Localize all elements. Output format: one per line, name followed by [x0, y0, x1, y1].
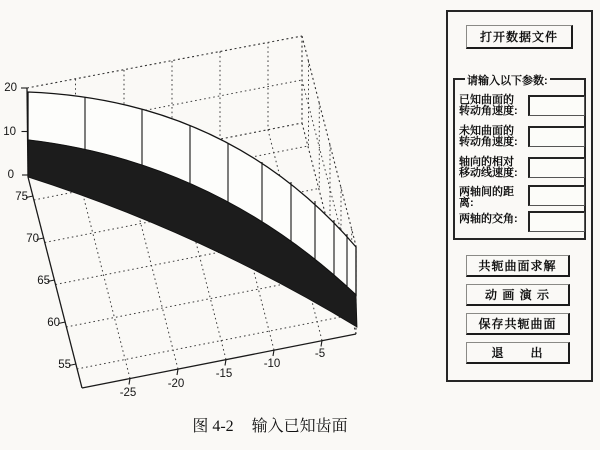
- field-label-unknown-surface-angular-velocity: [459, 126, 527, 147]
- input-known-surface-angular-velocity[interactable]: [528, 95, 585, 116]
- parameter-group: [453, 75, 586, 240]
- x-tick-label: -5: [314, 348, 326, 360]
- parameter-group-title: 请输入以下参数:: [465, 72, 550, 88]
- field-label-axes-distance: [459, 187, 527, 208]
- animation-demo-button[interactable]: 动 画 演 示: [466, 284, 570, 306]
- z-tick-label: 20: [4, 82, 17, 94]
- x-tick-label: -25: [119, 387, 137, 399]
- y-tick-label: 55: [58, 359, 71, 371]
- label-line: 转动角速度:: [459, 135, 518, 148]
- label-line: 离:: [459, 196, 474, 209]
- z-tick-label: 0: [7, 169, 14, 181]
- y-tick-label: 75: [15, 191, 28, 203]
- label-line: 未知曲面的: [459, 125, 514, 137]
- solve-conjugate-surface-button[interactable]: 共轭曲面求解: [466, 255, 570, 277]
- x-tick-label: -15: [215, 368, 233, 380]
- field-label-axes-crossing-angle: [459, 214, 527, 225]
- y-tick-label: 70: [26, 233, 39, 245]
- input-axes-crossing-angle[interactable]: [528, 211, 585, 232]
- y-axis: [28, 177, 82, 388]
- figure-number: 图 4-2: [192, 418, 234, 435]
- label-line: 轴向的相对: [459, 156, 514, 168]
- y-tick-label: 60: [47, 317, 60, 329]
- figure-title: 输入已知齿面: [251, 418, 348, 435]
- input-unknown-surface-angular-velocity[interactable]: [528, 126, 585, 147]
- z-tick-label: 10: [3, 126, 16, 138]
- label-line: 转动角速度:: [459, 104, 518, 117]
- open-data-file-button[interactable]: 打开数据文件: [466, 25, 573, 49]
- field-label-known-surface-angular-velocity: [459, 95, 527, 116]
- label-line: 两轴间的距: [459, 186, 514, 198]
- x-tick-label: -10: [263, 358, 281, 370]
- figure-caption: [0, 413, 540, 436]
- x-tick-label: -20: [167, 378, 185, 390]
- label-line: 已知曲面的: [459, 94, 514, 106]
- label-line: 两轴的交角:: [459, 213, 518, 225]
- field-label-axial-relative-linear-velocity: [459, 157, 527, 178]
- input-axes-distance[interactable]: [528, 185, 585, 206]
- exit-button[interactable]: 退 出: [466, 342, 570, 364]
- control-panel: [446, 10, 593, 382]
- save-conjugate-surface-button[interactable]: 保存共轭曲面: [466, 313, 570, 335]
- y-tick-label: 65: [37, 275, 50, 287]
- input-axial-relative-linear-velocity[interactable]: [528, 157, 585, 178]
- label-line: 移动线速度:: [459, 166, 518, 179]
